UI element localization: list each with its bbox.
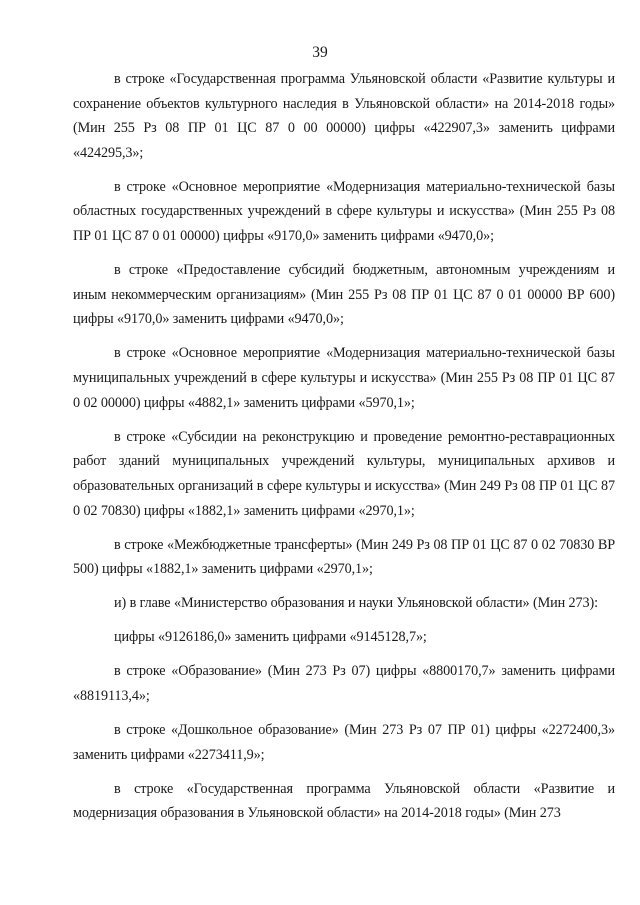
paragraph-totals: цифры «9126186,0» заменить цифрами «9145128,7»; [114,629,427,646]
document-body [73,67,615,836]
page-number: 39 [312,44,328,61]
paragraph-interbudget-transfers: в строке «Межбюджетные трансферты» (Мин 249 Рз 08 ПР 01 ЦС 87 0 02 70830 ВР 500) цифры «1882,1» заменить цифрами «2970,1»; [73,536,615,578]
paragraph-reconstruction-subsidies: в строке «Субсидии на реконструкцию и проведение ремонтно-реставрационных работ зданий муниципальных учреждений культуры, муниципальных архивов и образовательных организаций в сфере культуры и искусства» (Мин 249 Рз 08 ПР 01 ЦС 87 0 02 70830) цифры «1882,1» заменить цифрами «2970,1»; [73,428,615,519]
paragraph-preschool: в строке «Дошкольное образование» (Мин 273 Рз 07 ПР 01) цифры «2272400,3» заменить цифрами «2273411,9»; [73,722,615,763]
paragraph-culture-program: в строке «Государственная программа Ульяновской области «Развитие культуры и сохранение объектов культурного наследия в Ульяновской области» на 2014-2018 годы» (Мин 255 Рз 08 ПР 01 ЦС 87 0 00 00000) цифры «422907,3» заменить цифрами «424295,3»; [73,71,615,161]
paragraph-education-ministry: и) в главе «Министерство образования и науки Ульяновской области» (Мин 273): [114,595,598,612]
paragraph-municipal-institutions: в строке «Основное мероприятие «Модернизация материально-технической базы муниципальных учреждений в сфере культуры и искусства» (Мин 255 Рз 08 ПР 01 ЦС 87 0 02 00000) цифры «4882,1» заменить цифрами «5970,1»; [73,345,615,411]
paragraph-subsidies-budget: в строке «Предоставление субсидий бюджетным, автономным учреждениям и иным некоммерческим организациям» (Мин 255 Рз 08 ПР 01 ЦС 87 0 01 00000 ВР 600) цифры «9170,0» заменить цифрами «9470,0»; [73,262,615,328]
paragraph-education: в строке «Образование» (Мин 273 Рз 07) цифры «8800170,7» заменить цифрами «8819113,4»; [73,663,615,705]
paragraph-education-program: в строке «Государственная программа Ульяновской области «Развитие и модернизация образования в Ульяновской области» на 2014-2018 годы» (Мин 273 [73,780,615,822]
paragraph-regional-institutions: в строке «Основное мероприятие «Модернизация материально-технической базы областных государственных учреждений в сфере культуры и искусства» (Мин 255 Рз 08 ПР 01 ЦС 87 0 01 00000) цифры «9170,0» заменить цифрами «9470,0»; [73,178,615,245]
